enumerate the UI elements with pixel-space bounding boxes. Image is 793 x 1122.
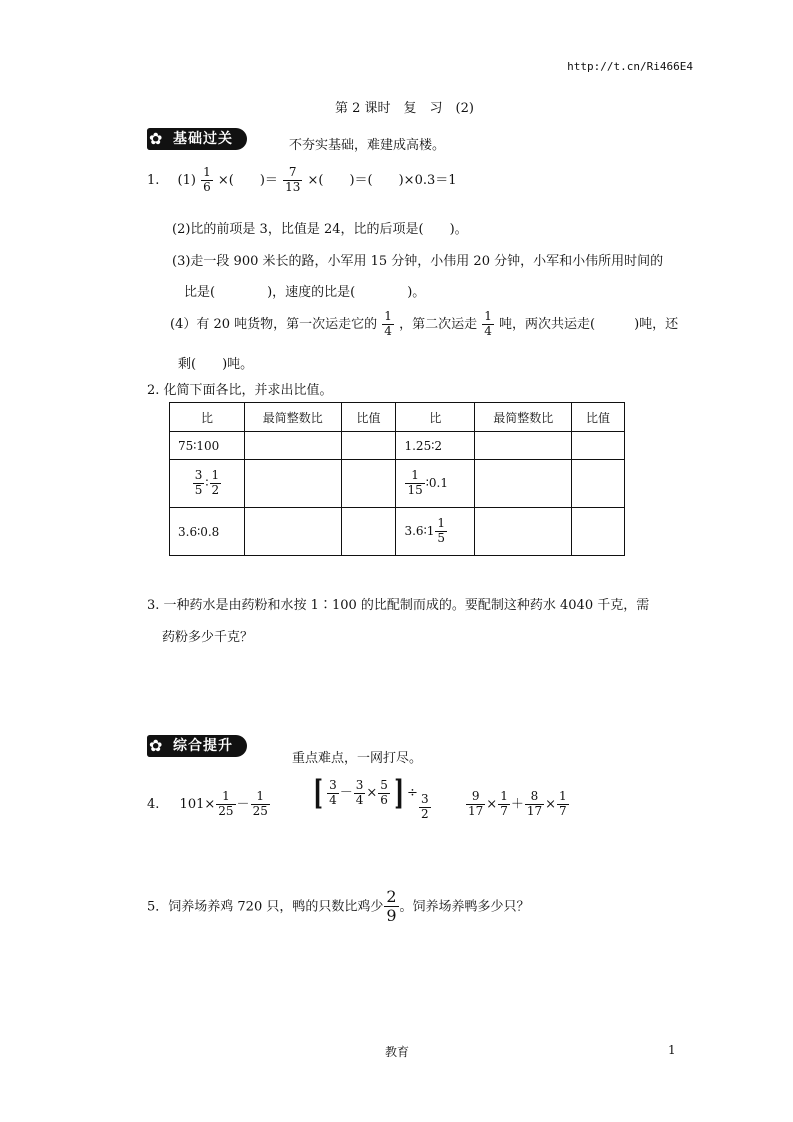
footer-center: 教育 [385,1045,410,1059]
numerator: 1 [203,165,211,179]
q1-part4-line2: 剩( )吨。 [178,357,254,372]
fraction [354,779,366,808]
ratio-separator: ∶ [205,476,209,490]
answer-cell[interactable] [572,508,625,556]
numerator: 1 [500,789,508,803]
denominator: 4 [355,792,364,807]
operator: ÷ [407,785,418,801]
operator: － [339,785,353,801]
q4-expr2 [310,773,432,821]
section-slogan: 重点难点，一网打尽。 [292,751,423,766]
fraction [482,310,494,339]
answer-cell[interactable] [572,432,625,460]
denominator: 4 [329,792,337,807]
fraction [405,469,424,498]
numerator: 1 [216,790,235,805]
table-row [170,432,625,460]
fraction [378,779,390,808]
denominator: 4 [384,323,392,338]
fraction [419,793,431,822]
table-header: 比 [170,403,245,432]
numerator: 5 [380,777,388,792]
fraction [435,517,447,546]
q3-line2: 药粉多少千克？ [162,630,254,645]
table-header: 最简整数比 [475,403,572,432]
section-badge-label: 综合提升 [173,738,233,754]
denominator: 25 [252,803,268,818]
numerator: 9 [466,790,485,805]
q4-number: 4. [147,796,160,812]
fraction [201,166,213,195]
q1-part4-text3: 吨，两次共运走( )吨，还 [499,316,679,332]
table-cell-ratio [396,508,475,556]
page-title: 第 2 课时 复 习 (2) [335,101,474,116]
answer-cell[interactable] [572,460,625,508]
numerator: 7 [283,166,302,181]
table-header: 最简整数比 [244,403,341,432]
q4-expr3 [465,790,570,819]
operator: × [545,796,557,812]
q1-number: 1. [147,172,160,188]
q4-expr1 [147,790,271,819]
table-cell-ratio: 1.25∶2 [396,432,475,460]
denominator: 25 [218,803,234,818]
denominator: 4 [484,323,492,338]
denominator: 5 [194,483,203,497]
table-cell-ratio [170,460,245,508]
table-cell-ratio: 75∶100 [170,432,245,460]
answer-cell[interactable] [244,460,341,508]
q2-text: 2. 化简下面各比，并求出比值。 [147,383,333,398]
numerator: 8 [525,790,544,805]
q1-part1-mid2: ×( )＝( )×0.3＝1 [307,172,457,188]
fraction [251,790,270,819]
ratio-table [169,402,625,556]
table-row [170,460,625,508]
fraction [498,790,510,819]
table-cell-ratio [396,460,475,508]
section-badge-basics [147,128,247,150]
numerator: 3 [329,777,337,792]
answer-cell[interactable] [341,460,396,508]
fraction [327,779,339,808]
denominator: 7 [559,803,567,818]
numerator: 1 [484,309,492,323]
q1-part4-line1 [170,310,678,339]
q1-part3-line2: 比是( )，速度的比是( )。 [184,285,426,300]
numerator: 1 [437,516,445,531]
q1-part4-text2: ，第二次运走 [399,316,478,332]
fraction [466,790,485,819]
ratio-rest: ∶0.1 [425,476,448,490]
answer-cell[interactable] [244,508,341,556]
numerator: 1 [251,790,270,805]
q1-part1-mid1: ×( )＝ [217,172,278,188]
fraction [216,790,235,819]
denominator: 2 [211,483,220,497]
denominator: 2 [420,806,429,821]
numerator: 3 [355,777,364,792]
denominator: 7 [500,803,508,818]
table-cell-ratio: 3.6∶0.8 [170,508,245,556]
q1-part1-prefix: (1) [177,172,196,188]
swirl-icon: ✿ [149,736,164,755]
numerator: 3 [420,791,429,806]
fraction [382,310,394,339]
denominator: 6 [203,179,211,194]
answer-cell[interactable] [475,460,572,508]
section-badge-label: 基础过关 [173,131,233,147]
numerator: 1 [384,309,392,323]
answer-cell[interactable] [475,432,572,460]
q3-line1: 3. 一种药水是由药粉和水按 1∶100 的比配制而成的。要配制这种药水 4040 千克，需 [147,598,650,613]
q1-part2: (2)比的前项是 3，比值是 24，比的后项是( )。 [172,222,468,237]
numerator: 2 [386,887,397,906]
table-header: 比值 [572,403,625,432]
fraction [525,790,544,819]
table-header: 比值 [341,403,396,432]
numerator: 3 [194,468,203,483]
ratio-prefix: 3.6∶1 [404,524,435,538]
fraction [193,469,205,498]
operator: × [366,785,378,801]
fraction [283,166,302,195]
numerator: 1 [559,789,567,803]
answer-cell[interactable] [244,432,341,460]
numerator: 1 [211,468,220,483]
left-bracket: [ [313,773,323,813]
header-url: http://t.cn/Ri466E4 [567,60,693,73]
denominator: 9 [386,906,397,926]
q5-text2: 。饲养场养鸭多少只？ [399,899,530,915]
q1-part3-line1: (3)走一段 900 米长的路，小军用 15 分钟，小伟用 20 分钟，小军和小伟所用时间的 [172,254,664,269]
operator: ＋ [510,796,524,812]
answer-cell[interactable] [341,508,396,556]
operator: － [236,796,250,812]
denominator: 17 [468,803,484,818]
denominator: 5 [437,531,445,545]
operator: × [486,796,498,812]
fraction [210,469,222,498]
q5-text1: 5．饲养场养鸡 720 只，鸭的只数比鸡少 [147,899,384,915]
denominator: 6 [380,792,388,807]
q4-expr1-pre: 101× [179,796,216,812]
denominator: 13 [285,179,301,194]
denominator: 15 [407,483,423,497]
table-row [170,508,625,556]
answer-cell[interactable] [341,432,396,460]
section-slogan: 不夯实基础，难建成高楼。 [289,138,446,153]
swirl-icon: ✿ [149,129,164,148]
q1-part4-text1: (4）有 20 吨货物，第一次运走它的 [170,316,378,332]
denominator: 17 [526,803,543,818]
page-number: 1 [668,1043,676,1057]
right-bracket: ] [394,773,404,813]
answer-cell[interactable] [475,508,572,556]
q5-text [147,888,530,926]
fraction [557,790,569,819]
table-header: 比 [396,403,475,432]
numerator: 1 [405,469,424,484]
table-header-row [170,403,625,432]
fraction [384,888,398,926]
section-badge-advanced [147,735,247,757]
q1-part1 [147,166,457,195]
